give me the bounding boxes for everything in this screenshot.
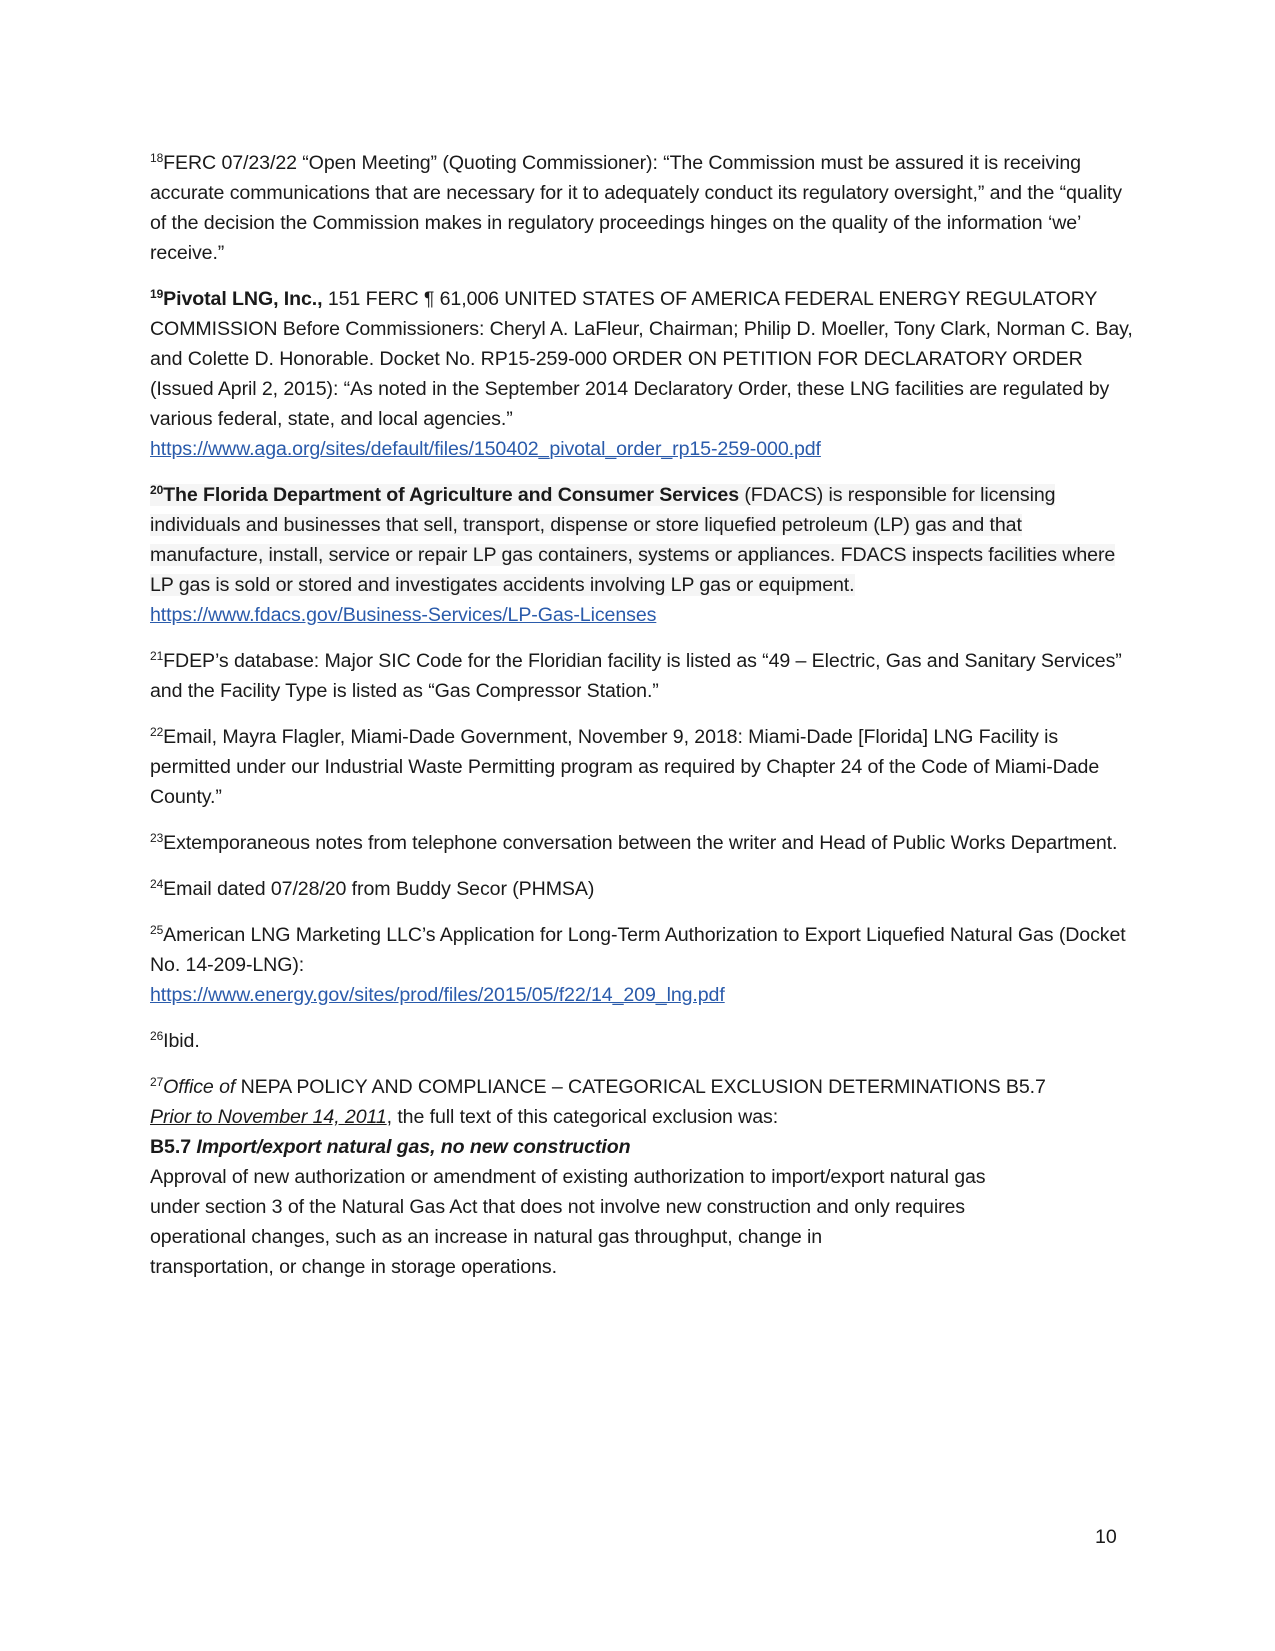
exclusion-body-line: operational changes, such as an increase in natural gas throughput, change in: [150, 1226, 823, 1248]
footnote-number: 25: [150, 923, 164, 937]
footnote-text: Ibid.: [163, 1030, 200, 1052]
footnote-19: [150, 284, 1135, 464]
exclusion-body-line: transportation, or change in storage operations.: [150, 1256, 557, 1278]
footnotes-page: [150, 148, 1135, 1298]
exclusion-body-line: Approval of new authorization or amendment of existing authorization to import/export natural gas: [150, 1166, 986, 1188]
footnote-highlight: [150, 484, 1115, 596]
footnote-number: 21: [150, 649, 164, 663]
footnote-24: [150, 874, 1135, 904]
exclusion-code: B5.7: [150, 1136, 197, 1158]
exclusion-body-line: under section 3 of the Natural Gas Act that does not involve new construction and only requires: [150, 1196, 966, 1218]
footnote-number: 18: [150, 151, 164, 165]
footnote-number: 27: [150, 1075, 164, 1089]
footnote-number: 22: [150, 725, 164, 739]
footnote-21: [150, 646, 1135, 706]
footnote-27: [150, 1072, 1135, 1282]
footnote-number: 20: [150, 483, 164, 497]
exclusion-heading: [150, 1132, 1135, 1162]
footnote-italic-prefix: Office of: [163, 1076, 236, 1098]
footnote-18: [150, 148, 1135, 268]
footnote-number: 24: [150, 877, 164, 891]
footnote-title: Pivotal LNG, Inc.,: [163, 288, 323, 310]
footnote-text-2: , the full text of this categorical exclusion was:: [386, 1106, 779, 1128]
footnote-link[interactable]: https://www.energy.gov/sites/prod/files/2015/05/f22/14_209_lng.pdf: [150, 984, 725, 1006]
footnote-text: Email, Mayra Flagler, Miami-Dade Government, November 9, 2018: Miami-Dade [Florida] LNG Facility is permitted under our Industrial Waste Permitting program as required by Chapter 24 of the Code of Miami-Dade County.”: [150, 726, 1100, 808]
footnote-text: FERC 07/23/22 “Open Meeting” (Quoting Commissioner): “The Commission must be assured it is receiving accurate communications that are necessary for it to adequately conduct its regulatory oversight,” and the “quality of the decision the Commission makes in regulatory proceedings hinges on the quality of the information ‘we’ receive.”: [150, 152, 1122, 264]
footnote-link[interactable]: https://www.aga.org/sites/default/files/150402_pivotal_order_rp15-259-000.pdf: [150, 438, 821, 460]
footnote-26: [150, 1026, 1135, 1056]
footnote-23: [150, 828, 1135, 858]
footnote-text: NEPA POLICY AND COMPLIANCE – CATEGORICAL EXCLUSION DETERMINATIONS B5.7: [235, 1076, 1046, 1098]
footnote-date: Prior to November 14, 2011: [150, 1106, 387, 1128]
footnote-link[interactable]: https://www.fdacs.gov/Business-Services/LP-Gas-Licenses: [150, 604, 657, 626]
footnote-text: Email dated 07/28/20 from Buddy Secor (PHMSA): [163, 878, 595, 900]
exclusion-title: Import/export natural gas, no new construction: [196, 1136, 631, 1158]
footnote-text: FDEP’s database: Major SIC Code for the Floridian facility is listed as “49 – Electric, Gas and Sanitary Services” and the Facility Type is listed as “Gas Compressor Station.”: [150, 650, 1122, 702]
footnote-number: 23: [150, 831, 164, 845]
footnote-title: The Florida Department of Agriculture and Consumer Services: [163, 484, 740, 506]
footnote-text: (FDACS) is responsible for licensing individuals and businesses that sell, transport, dispense or store liquefied petroleum (LP) gas and that manufacture, install, service or repair LP gas containers, systems or appliances. FDACS inspects facilities where LP gas is sold or stored and investigates accidents involving LP gas or equipment.: [150, 484, 1116, 596]
footnote-number: 19: [150, 287, 164, 301]
footnote-20: [150, 480, 1135, 630]
footnote-text: American LNG Marketing LLC’s Application for Long-Term Authorization to Export Liquefied Natural Gas (Docket No. 14-209-LNG):: [150, 924, 1126, 976]
footnote-22: [150, 722, 1135, 812]
footnote-27-line-2: [150, 1102, 1135, 1132]
footnote-25: [150, 920, 1135, 1010]
page-number: 10: [1095, 1526, 1117, 1548]
footnote-text: 151 FERC ¶ 61,006 UNITED STATES OF AMERICA FEDERAL ENERGY REGULATORY COMMISSION Before Commissioners: Cheryl A. LaFleur, Chairman; Philip D. Moeller, Tony Clark, Norman C. Bay, and Colette D. Honorable. Docket No. RP15-259-000 ORDER ON PETITION FOR DECLARATORY ORDER (Issued April 2, 2015): “As noted in the September 2014 Declaratory Order, these LNG facilities are regulated by various federal, state, and local agencies.”: [150, 288, 1133, 430]
footnote-number: 26: [150, 1029, 164, 1043]
footnote-27-line-1: [150, 1072, 1135, 1102]
footnote-text: Extemporaneous notes from telephone conversation between the writer and Head of Public Works Department.: [163, 832, 1118, 854]
